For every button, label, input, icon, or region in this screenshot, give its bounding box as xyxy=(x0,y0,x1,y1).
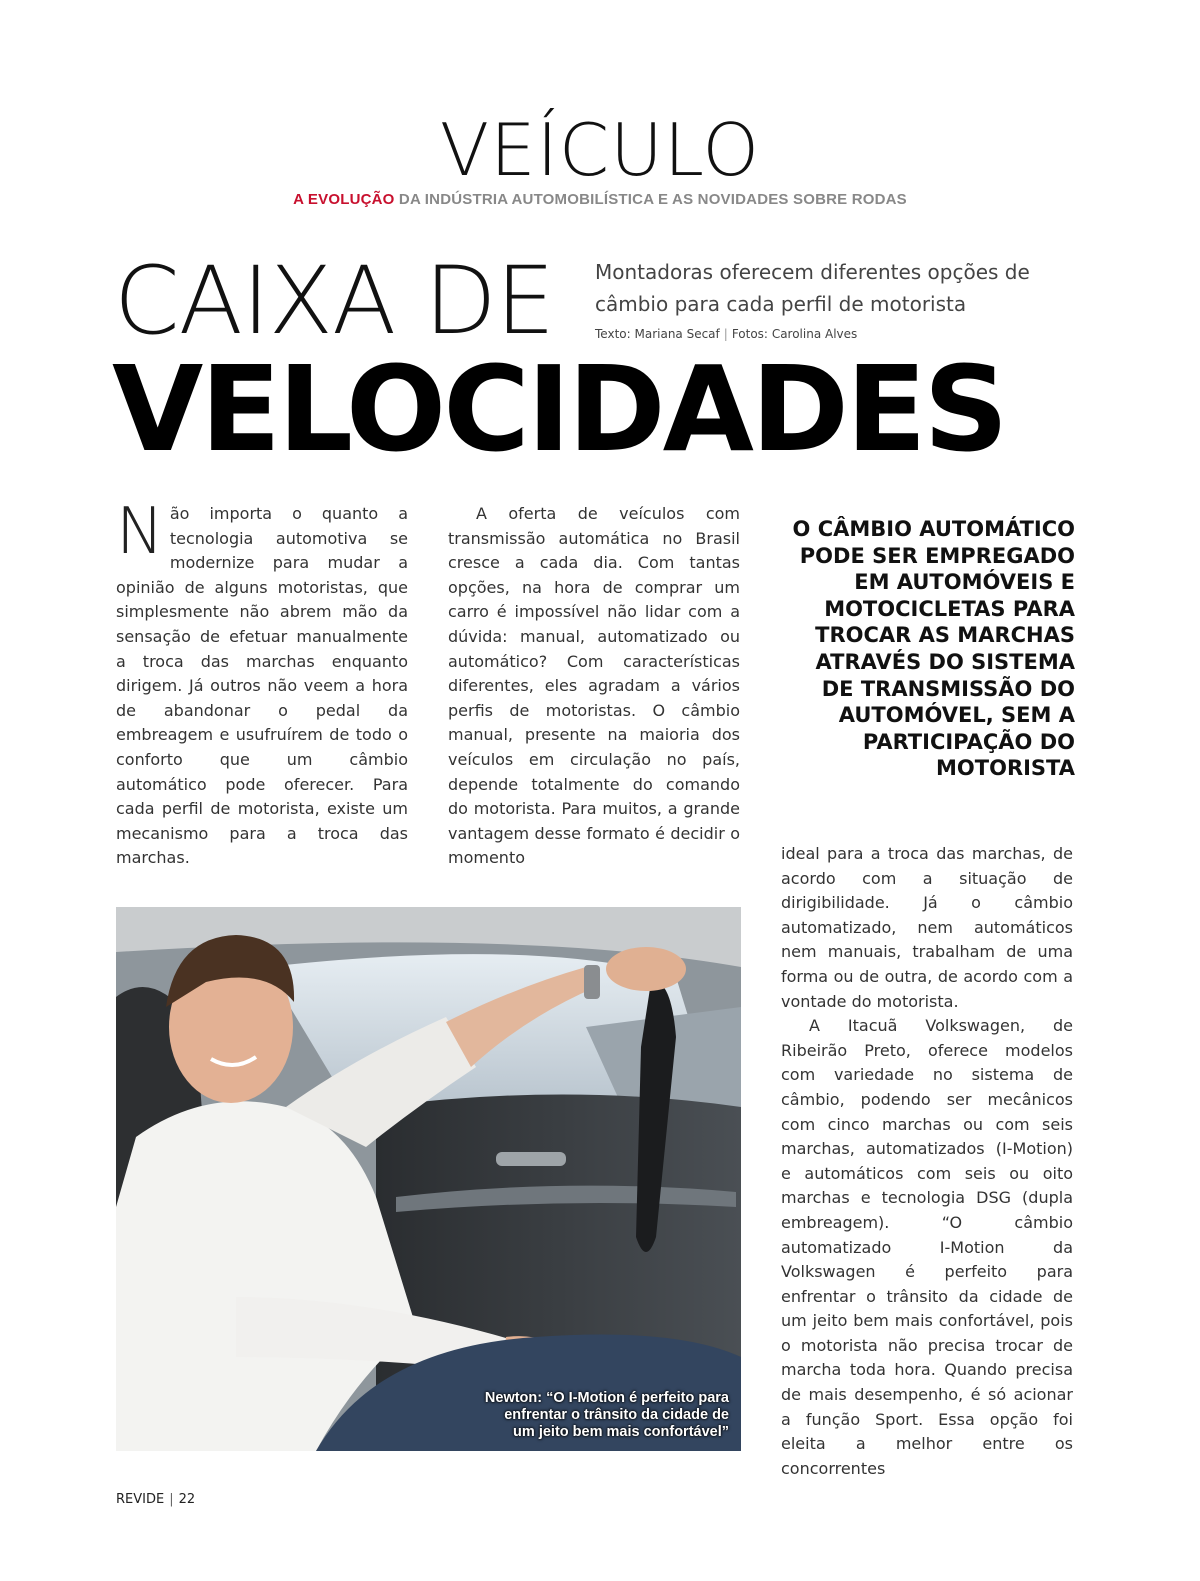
text-credit-author: Mariana Secaf xyxy=(634,327,720,341)
body-column-1 xyxy=(116,495,408,871)
section-subtitle xyxy=(0,191,1200,208)
article-credits xyxy=(595,327,857,341)
drop-cap: N xyxy=(116,495,164,569)
credit-separator: | xyxy=(723,327,728,341)
body-text-col1: ão importa o quanto a tecnologia automotiva se modernize para mudar a opinião de alguns motoristas, que simplesmente não abrem mão da sensação de efetuar manualmente a troca das marchas enquanto dirigem. Já outros não veem a hora de abandonar o pedal da embreagem e usufruírem de todo o conforto que um câmbio automático pode oferecer. Para cada perfil de motorista, existe um mecanismo para a troca das marchas. xyxy=(116,504,408,868)
article-photo xyxy=(116,907,741,1451)
footer-page-number: 22 xyxy=(178,1492,196,1507)
body-column-2 xyxy=(448,502,740,871)
section-subtitle-rest: DA INDÚSTRIA AUTOMOBILÍSTICA E AS NOVIDADES SOBRE RODAS xyxy=(394,191,907,208)
photo-credit-author: Carolina Alves xyxy=(771,327,858,341)
page-footer xyxy=(116,1492,195,1507)
article-deck: Montadoras oferecem diferentes opções de câmbio para cada perfil de motorista xyxy=(595,260,1030,316)
headline-bottom: VELOCIDADES xyxy=(112,340,1006,478)
headline-top: CAIXA DE xyxy=(114,247,555,356)
body-text-col3-p2: A Itacuã Volkswagen, de Ribeirão Preto, oferece modelos com variedade no sistema de câmbio, podendo ser mecânicos com cinco marchas ou com seis marchas, automatizados (I-Motion) e automáticos com seis ou oito marchas e tecnologia DSG (dupla embreagem). “O câmbio automatizado I-Motion da Volkswagen é perfeito para enfrentar o trânsito da cidade de um jeito bem mais confortável, pois o motorista não precisa trocar de marcha toda hora. Quando precisa de mais desempenho, é só acionar a função Sport. Essa opção foi eleita a melhor entre os concorrentes xyxy=(781,1016,1073,1478)
photo-credit-label: Fotos: xyxy=(731,327,768,341)
photo-illustration xyxy=(116,907,741,1451)
footer-separator: | xyxy=(169,1492,174,1507)
footer-magazine: REVIDE xyxy=(116,1492,165,1507)
photo-caption: Newton: “O I-Motion é perfeito para enfrentar o trânsito da cidade de um jeito bem mais confortável” xyxy=(484,1390,729,1440)
body-column-3 xyxy=(781,842,1073,1481)
section-title: VEÍCULO xyxy=(439,108,761,192)
text-credit-label: Texto: xyxy=(595,327,631,341)
body-text-col2: A oferta de veículos com transmissão automática no Brasil cresce a cada dia. Com tantas opções, na hora de comprar um carro é impossível não lidar com a dúvida: manual, automatizado ou automático? Com características diferentes, eles agradam a vários perfis de motoristas. O câmbio manual, presente na maioria dos veículos em circulação no país, depende totalmente do comando do motorista. Para muitos, a grande vantagem desse formato é decidir o momento xyxy=(448,504,740,868)
body-text-col3-p1: ideal para a troca das marchas, de acordo com a situação de dirigibilidade. Já o câmbio automatizado, nem automáticos nem manuais, trabalham de uma forma ou de outra, de acordo com a vontade do motorista. xyxy=(781,844,1073,1011)
section-subtitle-accent: A EVOLUÇÃO xyxy=(293,191,395,208)
pull-quote: O CÂMBIO AUTOMÁTICO PODE SER EMPREGADO EM AUTOMÓVEIS E MOTOCICLETAS PARA TROCAR AS MARCHAS ATRAVÉS DO SISTEMA DE TRANSMISSÃO DO AUTOMÓVEL, SEM A PARTICIPAÇÃO DO MOTORISTA xyxy=(792,517,1075,781)
